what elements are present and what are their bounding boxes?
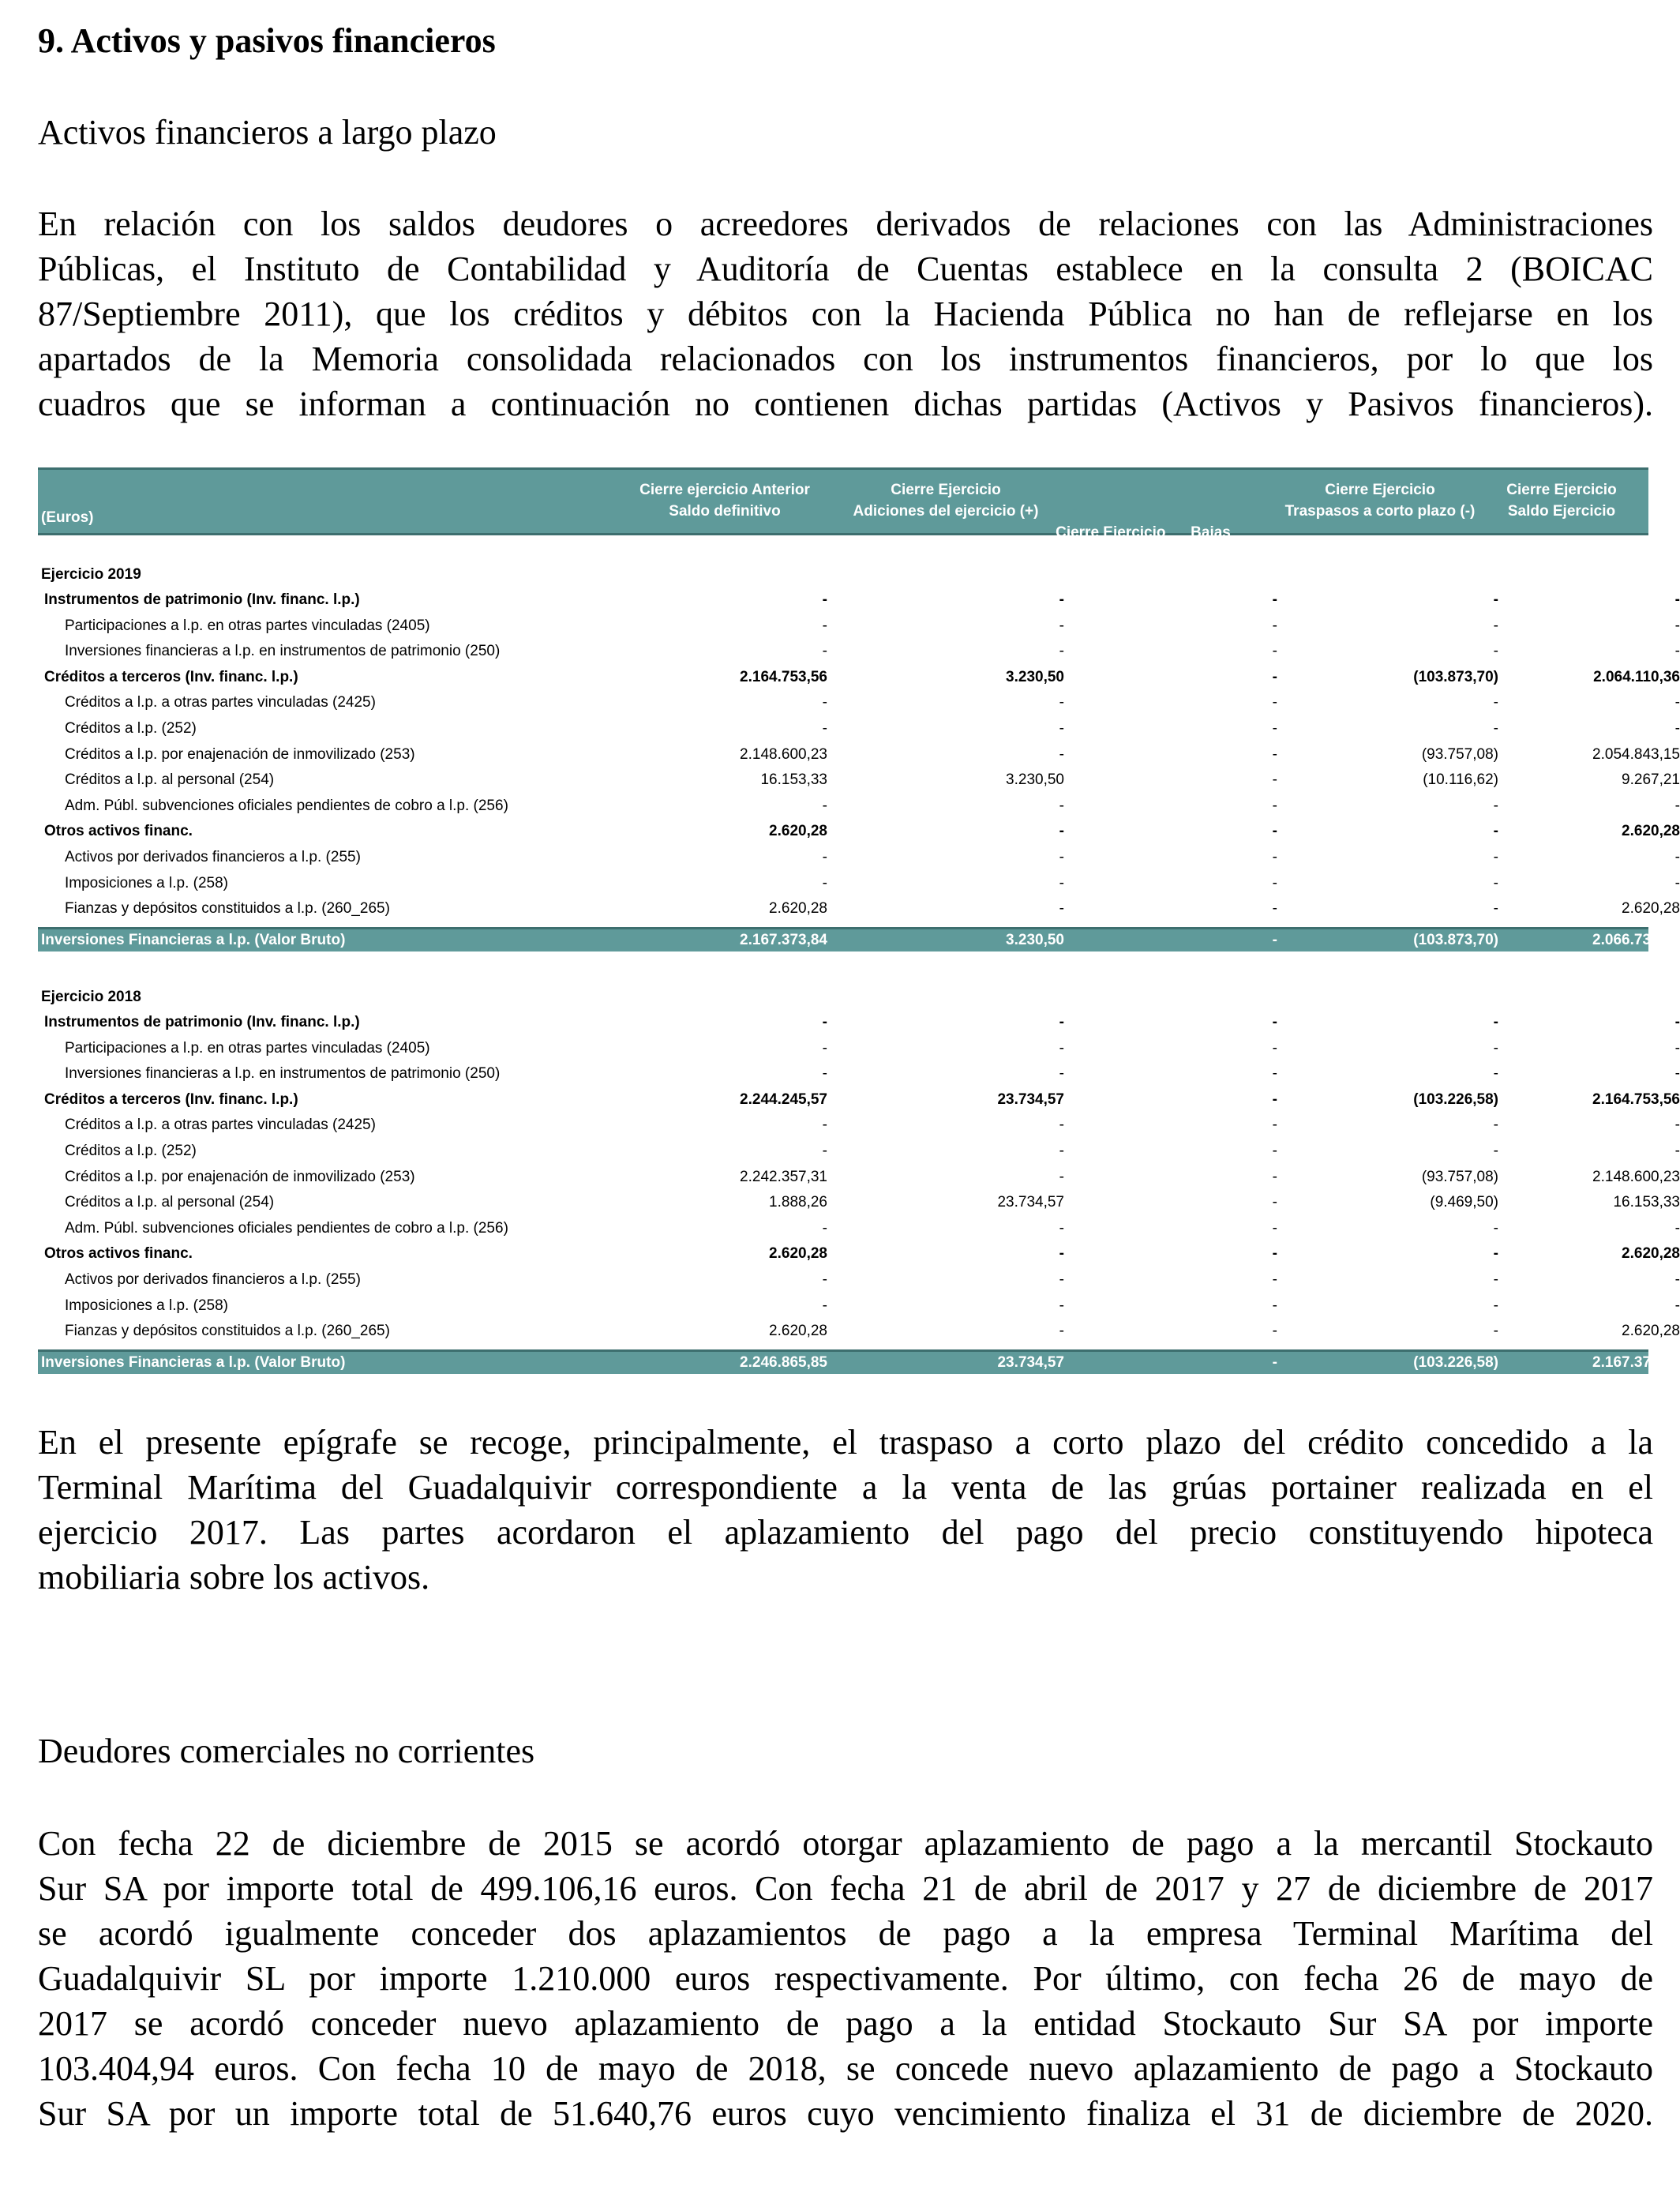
column-header-line: Cierre Ejercicio (1325, 482, 1435, 498)
table-row (38, 587, 1680, 613)
table-cell: - (1272, 931, 1277, 948)
table-cell: - (1493, 1143, 1498, 1159)
table-cell: - (822, 591, 827, 608)
paragraph-line: En el presente epígrafe se recoge, principalmente, el traspaso a corto plazo del crédito concedido a la (38, 1423, 1653, 1462)
column-header-line: Saldo definitivo (669, 503, 781, 520)
table-cell: - (1674, 1219, 1680, 1237)
row-label: Participaciones a l.p. en otras partes vinculadas (2405) (65, 1039, 430, 1057)
table-row (38, 794, 1680, 819)
table-cell: - (1493, 720, 1498, 737)
row-label: Inversiones Financieras a l.p. (Valor Bruto) (41, 931, 346, 948)
table-cell: - (1272, 668, 1277, 685)
table-cell: - (1493, 1014, 1498, 1030)
table-row (38, 1139, 1680, 1164)
row-label: Adm. Públ. subvenciones oficiales pendientes de cobro a l.p. (256) (65, 797, 508, 814)
table-cell: (103.873,70) (1413, 668, 1498, 685)
table-cell: - (1674, 591, 1680, 608)
table-cell: 2.148.600,23 (1592, 1168, 1680, 1185)
subheading-deudores-comerciales: Deudores comerciales no corrientes (38, 1732, 535, 1770)
table-cell: 2.620,28 (769, 823, 827, 840)
table-cell: 3.230,50 (1006, 931, 1064, 948)
table-cell: - (822, 1297, 827, 1314)
table-row (38, 1113, 1680, 1138)
paragraph-line: 2017 se acordó conceder nuevo aplazamiento de pago a la entidad Stockauto Sur SA por importe (38, 2004, 1653, 2043)
table-cell: - (1272, 1039, 1277, 1057)
column-header-line: Adiciones del ejercicio (+) (853, 503, 1039, 520)
column-header-line: Cierre Ejercicio Bajas (1056, 524, 1231, 541)
table-cell: - (1059, 900, 1064, 918)
table-cell: 2.167.373,84 (1592, 1353, 1680, 1371)
table-cell: - (1272, 797, 1277, 814)
table-cell: - (1059, 643, 1064, 660)
table-cell: - (1493, 1245, 1498, 1263)
section-label (38, 562, 1648, 587)
table-cell: 2.620,28 (1622, 1245, 1680, 1263)
row-label: Participaciones a l.p. en otras partes vinculadas (2405) (65, 617, 430, 634)
table-cell: - (1059, 694, 1064, 711)
table-cell: - (1272, 1353, 1277, 1371)
table-row (38, 1061, 1680, 1087)
table-cell: - (1272, 771, 1277, 789)
table-cell: - (822, 694, 827, 711)
table-cell: - (822, 643, 827, 660)
table-row (38, 1190, 1680, 1215)
table-cell: - (1059, 1168, 1064, 1185)
traspaso-paragraph (38, 1420, 1653, 1600)
table-cell: - (1493, 1297, 1498, 1314)
table-cell: - (1059, 1065, 1064, 1083)
table-row (38, 1319, 1680, 1344)
table-cell: 2.620,28 (1622, 1323, 1680, 1340)
table-cell: 16.153,33 (1613, 1194, 1680, 1211)
table-cell: - (1493, 1323, 1498, 1340)
table-cell: 2.620,28 (769, 1245, 827, 1263)
table-cell: (93.757,08) (1421, 745, 1498, 763)
table-cell: - (1674, 694, 1680, 711)
row-label: Inversiones financieras a l.p. en instrumentos de patrimonio (250) (65, 1065, 501, 1083)
row-label: Imposiciones a l.p. (258) (65, 1297, 228, 1314)
table-cell: - (1272, 1271, 1277, 1288)
table-cell: - (1059, 1271, 1064, 1288)
table-cell: - (1493, 1039, 1498, 1057)
row-label: Adm. Públ. subvenciones oficiales pendientes de cobro a l.p. (256) (65, 1219, 508, 1237)
paragraph-line: mobiliaria sobre los activos. (38, 1558, 430, 1597)
table-cell: 2.164.753,56 (740, 668, 827, 685)
table-row (38, 1241, 1680, 1267)
table-cell: 23.734,57 (997, 1194, 1064, 1211)
table-cell: - (1493, 643, 1498, 660)
table-cell: - (822, 1143, 827, 1159)
total-row (38, 1349, 1680, 1374)
table-row (38, 1010, 1680, 1035)
subheading-activos-financieros: Activos financieros a largo plazo (38, 113, 497, 152)
column-header-line: del ejercicio (-) (1089, 588, 1197, 605)
table-cell: - (1493, 849, 1498, 865)
table-cell: - (1493, 797, 1498, 814)
paragraph-line: Terminal Marítima del Guadalquivir correspondiente a la venta de las grúas portainer realizada en el (38, 1468, 1653, 1507)
table-row (38, 716, 1680, 741)
table-cell: - (1059, 1323, 1064, 1340)
table-cell: - (1674, 874, 1680, 891)
table-cell: - (822, 1219, 827, 1237)
table-cell: 1.888,26 (769, 1194, 827, 1211)
table-cell: - (1674, 1117, 1680, 1134)
row-label: Inversiones Financieras a l.p. (Valor Bruto) (41, 1353, 346, 1371)
table-row (38, 1087, 1680, 1113)
table-cell: - (1059, 823, 1064, 840)
table-cell: - (1493, 617, 1498, 634)
row-label: Activos por derivados financieros a l.p. (255) (65, 1271, 361, 1288)
table-cell: 3.230,50 (1006, 668, 1064, 685)
table-cell: - (1059, 1014, 1064, 1030)
table-row (38, 614, 1680, 639)
table-cell: (103.226,58) (1413, 1353, 1498, 1371)
table-unit-label: (Euros) (41, 509, 94, 526)
table-row (38, 768, 1680, 793)
row-label: Ejercicio 2019 (41, 566, 141, 583)
table-cell: - (1674, 1143, 1680, 1159)
table-cell: 2.167.373,84 (740, 931, 827, 948)
table-cell: 2.064.110,36 (1593, 668, 1680, 685)
table-cell: - (1493, 900, 1498, 918)
table-cell: - (1059, 1297, 1064, 1314)
table-cell: - (1674, 1014, 1680, 1030)
table-cell: - (822, 874, 827, 891)
table-cell: - (1272, 720, 1277, 737)
paragraph-line: En relación con los saldos deudores o acreedores derivados de relaciones con las Administraciones (38, 205, 1653, 243)
row-label: Créditos a l.p. al personal (254) (65, 1194, 275, 1211)
table-cell: - (1674, 1297, 1680, 1314)
paragraph-line: se acordó igualmente conceder dos aplazamientos de pago a la empresa Terminal Marítima del (38, 1914, 1653, 1953)
table-row (38, 639, 1680, 664)
table-cell: (10.116,62) (1423, 771, 1498, 789)
row-label: Créditos a l.p. por enajenación de inmovilizado (253) (65, 1168, 415, 1185)
column-header-line: Traspasos a corto plazo (-) (1284, 503, 1476, 520)
row-label: Ejercicio 2018 (41, 989, 141, 1005)
paragraph-line: Guadalquivir SL por importe 1.210.000 euros respectivamente. Por último, con fecha 26 de mayo de (38, 1959, 1653, 1998)
table-cell: 2.620,28 (769, 900, 827, 918)
paragraph-line: cuadros que se informan a continuación no contienen dichas partidas (Activos y Pasivos financieros). (38, 385, 1653, 423)
table-cell: - (1059, 1117, 1064, 1134)
table-cell: - (1059, 591, 1064, 608)
table-cell: - (1059, 1039, 1064, 1057)
table-cell: 2.054.843,15 (1592, 745, 1680, 763)
table-cell: - (1272, 591, 1277, 608)
table-cell: 23.734,57 (997, 1353, 1064, 1371)
deudores-paragraph (38, 1821, 1653, 2136)
row-label: Otros activos financ. (44, 1245, 193, 1263)
table-row (38, 1216, 1680, 1241)
table-cell: - (1059, 720, 1064, 737)
column-header-line: Cierre ejercicio Anterior (639, 482, 810, 498)
paragraph-line: 87/Septiembre 2011), que los créditos y débitos con la Hacienda Pública no han de reflejarse en los (38, 295, 1653, 333)
table-cell: - (1272, 1065, 1277, 1083)
row-label: Créditos a terceros (Inv. financ. l.p.) (44, 1090, 298, 1108)
row-label: Créditos a l.p. (252) (65, 720, 197, 737)
table-row (38, 896, 1680, 921)
table-cell: - (1272, 694, 1277, 711)
row-label: Créditos a l.p. a otras partes vinculadas (2425) (65, 1117, 376, 1134)
table-cell: - (1059, 1219, 1064, 1237)
table-cell: - (1674, 1039, 1680, 1057)
column-header-line: Cierre Ejercicio (1506, 482, 1617, 498)
table-row (38, 742, 1680, 768)
table-row (38, 1036, 1680, 1061)
row-label: Activos por derivados financieros a l.p. (255) (65, 849, 361, 865)
table-cell: 2.246.865,85 (740, 1353, 827, 1371)
table-cell: 2.620,28 (769, 1323, 827, 1340)
paragraph-line: Con fecha 22 de diciembre de 2015 se acordó otorgar aplazamiento de pago a la mercantil Stockauto (38, 1824, 1653, 1863)
paragraph-line: Sur SA por un importe total de 51.640,76 euros cuyo vencimiento finaliza el 31 de diciembre de 2020. (38, 2094, 1653, 2133)
table-cell: (9.469,50) (1430, 1194, 1498, 1211)
table-cell: - (1674, 849, 1680, 865)
table-cell: - (1059, 874, 1064, 891)
table-cell: (103.873,70) (1413, 931, 1498, 948)
financial-assets-table (38, 467, 1680, 1376)
table-cell: - (1674, 643, 1680, 660)
row-label: Créditos a l.p. por enajenación de inmovilizado (253) (65, 745, 415, 763)
table-cell: - (822, 797, 827, 814)
paragraph-line: Públicas, el Instituto de Contabilidad y Auditoría de Cuentas establece en la consulta 2 (BOICAC (38, 250, 1653, 288)
table-cell: 16.153,33 (760, 771, 827, 789)
row-label: Créditos a l.p. a otras partes vinculadas (2425) (65, 694, 376, 711)
table-cell: - (1493, 874, 1498, 891)
paragraph-line: apartados de la Memoria consolidada relacionados con los instrumentos financieros, por lo que los (38, 340, 1653, 378)
row-label: Imposiciones a l.p. (258) (65, 874, 228, 891)
table-cell: - (822, 1117, 827, 1134)
row-label: Otros activos financ. (44, 823, 193, 840)
table-cell: - (1272, 1168, 1277, 1185)
table-row (38, 1165, 1680, 1190)
column-header-line: Cierre Ejercicio (891, 482, 1001, 498)
section-heading: 9. Activos y pasivos financieros (38, 21, 496, 60)
table-cell: - (1493, 823, 1498, 840)
section-label (38, 985, 1648, 1010)
table-cell: - (1059, 1245, 1064, 1263)
total-row (38, 927, 1680, 951)
table-cell: - (1059, 797, 1064, 814)
table-row (38, 690, 1680, 715)
table-row (38, 1267, 1680, 1293)
table-row (38, 665, 1680, 690)
table-cell: - (1674, 720, 1680, 737)
table-cell: 2.244.245,57 (740, 1090, 827, 1108)
table-cell: - (1272, 1194, 1277, 1211)
table-cell: (103.226,58) (1413, 1090, 1498, 1108)
table-cell: - (1272, 874, 1277, 891)
row-label: Instrumentos de patrimonio (Inv. financ. l.p.) (44, 591, 360, 608)
column-header-line: Saldo Ejercicio (1507, 503, 1616, 520)
table-cell: 2.148.600,23 (740, 745, 827, 763)
row-label: Fianzas y depósitos constituidos a l.p. (260_265) (65, 1323, 390, 1340)
row-label: Créditos a l.p. al personal (254) (65, 771, 275, 789)
paragraph-line: Sur SA por importe total de 499.106,16 euros. Con fecha 21 de abril de 2017 y 27 de diciembre de 2017 (38, 1869, 1653, 1908)
column-header-saldo-ejercicio (1459, 479, 1664, 522)
table-cell: - (1272, 1219, 1277, 1237)
table-cell: - (1272, 1323, 1277, 1340)
table-cell: - (1272, 1117, 1277, 1134)
table-cell: - (1272, 617, 1277, 634)
paragraph-line: ejercicio 2017. Las partes acordaron el aplazamiento del pago del precio constituyendo hipoteca (38, 1513, 1653, 1552)
table-cell: 2.164.753,56 (1592, 1090, 1680, 1108)
table-cell: - (1059, 745, 1064, 763)
table-row (38, 819, 1680, 844)
table-cell: - (1493, 1065, 1498, 1083)
table-cell: - (1493, 1271, 1498, 1288)
intro-paragraph (38, 201, 1653, 426)
table-cell: - (1674, 797, 1680, 814)
table-cell: - (1272, 745, 1277, 763)
table-cell: 2.620,28 (1622, 823, 1680, 840)
row-label: Créditos a terceros (Inv. financ. l.p.) (44, 668, 298, 685)
table-cell: - (1272, 1297, 1277, 1314)
table-cell: - (1493, 694, 1498, 711)
table-cell: (93.757,08) (1421, 1168, 1498, 1185)
table-cell: - (1674, 617, 1680, 634)
table-cell: - (822, 1065, 827, 1083)
table-row (38, 845, 1680, 870)
row-label: Instrumentos de patrimonio (Inv. financ. l.p.) (44, 1014, 360, 1030)
table-cell: - (1493, 591, 1498, 608)
table-cell: - (822, 720, 827, 737)
table-cell: - (1493, 1117, 1498, 1134)
table-cell: 2.620,28 (1622, 900, 1680, 918)
table-cell: - (1493, 1219, 1498, 1237)
table-cell: - (1674, 1271, 1680, 1288)
table-cell: - (822, 1014, 827, 1030)
table-cell: - (1272, 1143, 1277, 1159)
table-cell: - (1272, 1245, 1277, 1263)
row-label: Fianzas y depósitos constituidos a l.p. (260_265) (65, 900, 390, 918)
table-cell: - (1059, 1143, 1064, 1159)
table-cell: - (822, 849, 827, 865)
row-label: Inversiones financieras a l.p. en instrumentos de patrimonio (250) (65, 643, 501, 660)
table-cell: - (1059, 617, 1064, 634)
table-cell: - (1272, 823, 1277, 840)
table-cell: 3.230,50 (1006, 771, 1064, 789)
table-row (38, 1293, 1680, 1319)
table-cell: - (1272, 1014, 1277, 1030)
table-cell: - (822, 1271, 827, 1288)
table-cell: - (1272, 900, 1277, 918)
table-cell: 2.242.357,31 (740, 1168, 827, 1185)
table-row (38, 871, 1680, 896)
table-cell: 23.734,57 (997, 1090, 1064, 1108)
table-cell: 2.066.730,64 (1592, 931, 1680, 948)
table-cell: - (1674, 1065, 1680, 1083)
paragraph-line: 103.404,94 euros. Con fecha 10 de mayo de 2018, se concede nuevo aplazamiento de pago a Stockauto (38, 2049, 1653, 2088)
table-cell: - (1272, 643, 1277, 660)
table-cell: 9.267,21 (1622, 771, 1680, 789)
table-cell: - (1272, 849, 1277, 865)
table-cell: - (1272, 1090, 1277, 1108)
table-cell: - (822, 1039, 827, 1057)
row-label: Créditos a l.p. (252) (65, 1143, 197, 1159)
table-cell: - (1059, 849, 1064, 865)
table-cell: - (822, 617, 827, 634)
